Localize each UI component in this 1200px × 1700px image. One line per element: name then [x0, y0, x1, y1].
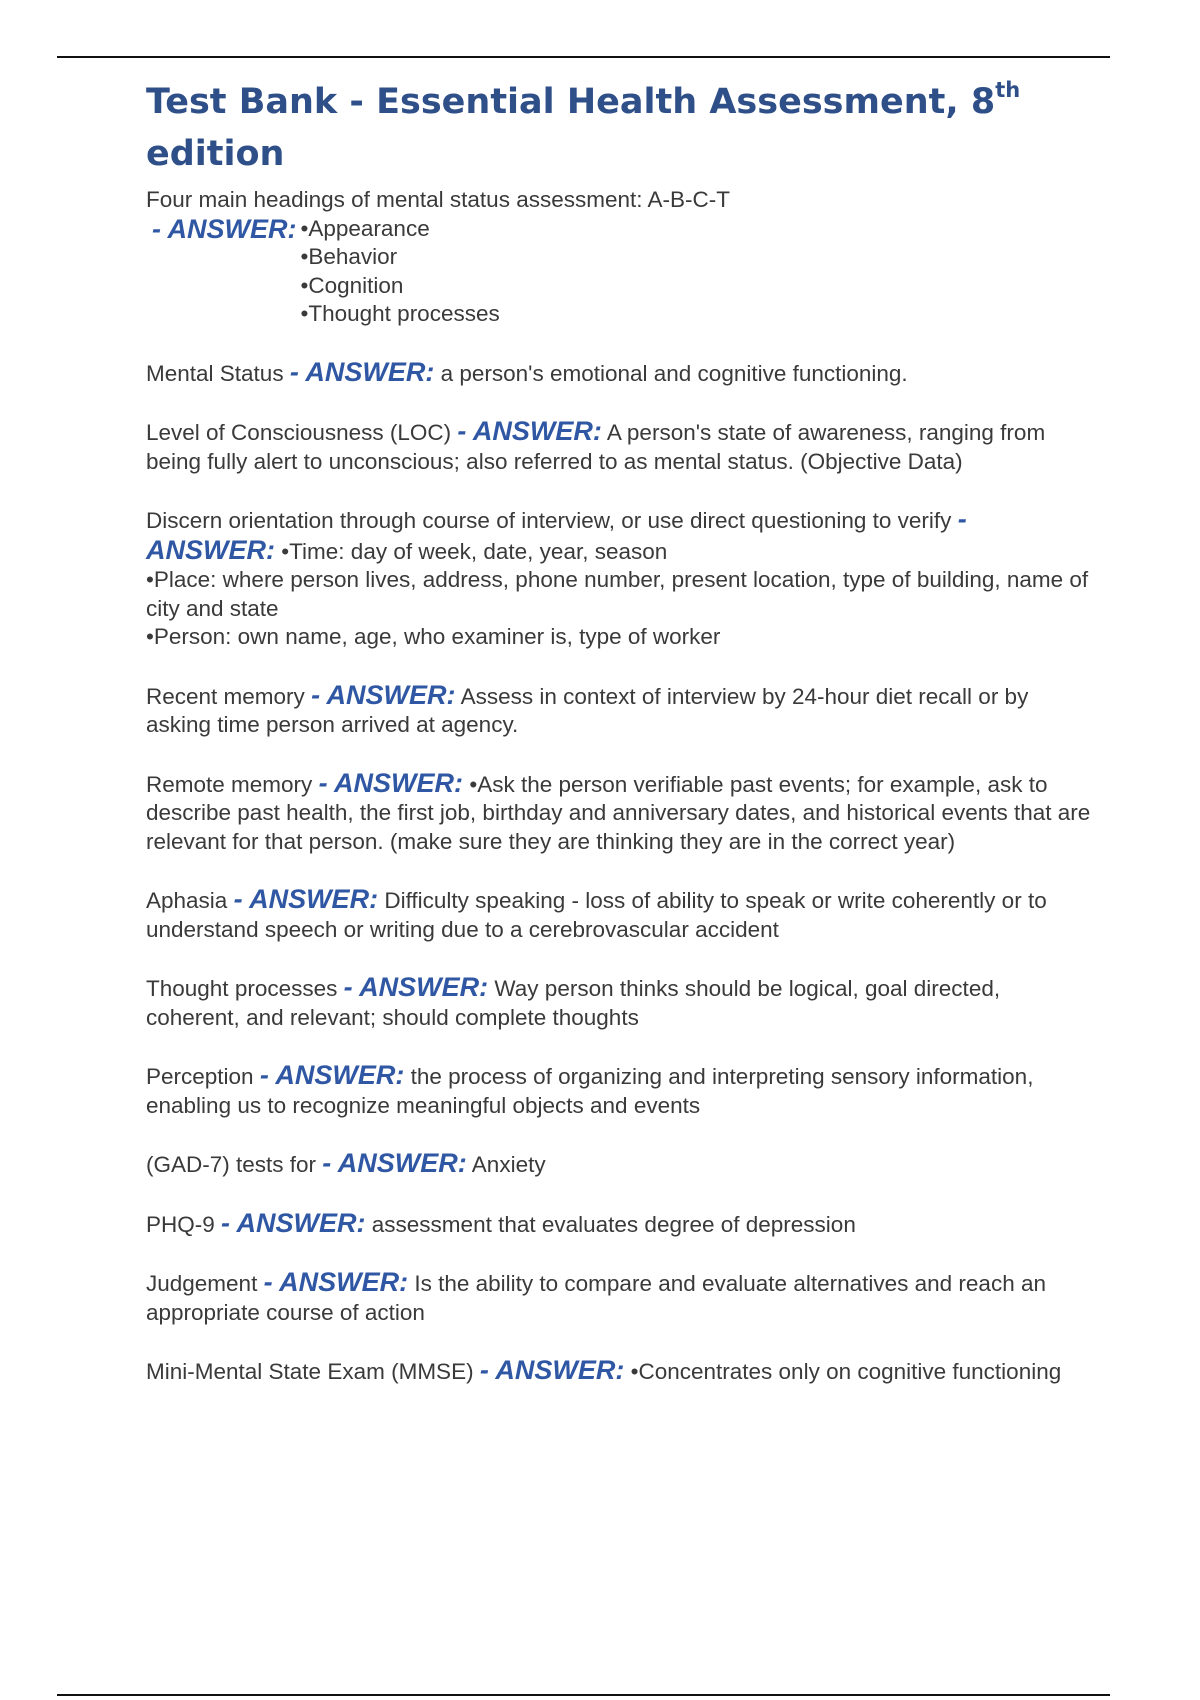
qa-card [146, 417, 1096, 476]
question-text: Aphasia [146, 888, 228, 913]
answer-text: •Concentrates only on cognitive functioning [630, 1359, 1062, 1384]
qa-card-mental-status-headings [146, 186, 1096, 329]
answer-line: •Person: own name, age, who examiner is, type of worker [146, 624, 721, 649]
question-text: Recent memory [146, 683, 305, 709]
answer-marker: - ANSWER: [233, 884, 379, 914]
answer-text: •Ask the person verifiable past events; for example, ask to describe past health, the first job, birthday and anniversary dates, and historical events that are relevant for that person. (make sure they are thinking they are in the correct year) [146, 771, 1091, 854]
question-text: (GAD-7) tests for [146, 1152, 317, 1177]
answer-marker: - ANSWER: [146, 504, 967, 565]
answer-text: assessment that evaluates degree of depression [371, 1211, 856, 1237]
answer-marker: - ANSWER: [221, 1207, 366, 1238]
question-text: Mental Status [146, 360, 284, 386]
list-item: •Thought processes [300, 301, 500, 326]
answer-text: Anxiety [471, 1152, 546, 1177]
question-text: Judgement [146, 1271, 258, 1296]
answer-marker: - ANSWER: [263, 1267, 409, 1297]
qa-card [146, 1209, 1096, 1240]
answer-marker: - ANSWER: [311, 679, 456, 710]
qa-card [146, 358, 1096, 389]
answer-text: A person's state of awareness, ranging from being fully alert to unconscious; also referred to as mental status. (Objective Data) [146, 420, 1046, 474]
document-body [146, 76, 1096, 1416]
answer-marker: - ANSWER: [479, 1355, 625, 1385]
answer-marker: - ANSWER: [457, 416, 602, 446]
question-text: Mini-Mental State Exam (MMSE) [146, 1359, 474, 1384]
question-text: Thought processes [146, 976, 338, 1001]
answer-block [152, 215, 1096, 329]
question-text: Four main headings of mental status assessment: A-B-C-T [146, 187, 730, 212]
answer-text: Difficulty speaking - loss of ability to speak or write coherently or to understand speech or writing due to a cerebrovascular accident [146, 888, 1047, 942]
qa-card [146, 681, 1096, 740]
qa-card [146, 885, 1096, 944]
qa-card [146, 1061, 1096, 1120]
qa-card [146, 1149, 1096, 1180]
qa-card [146, 769, 1096, 857]
answer-marker: - ANSWER: [343, 972, 489, 1002]
qa-card [146, 505, 1096, 652]
list-item: •Behavior [300, 244, 398, 269]
question-text: Level of Consciousness (LOC) [146, 420, 452, 445]
answer-text: Assess in context of interview by 24-hour diet recall or by asking time person arrived at agency. [146, 683, 1029, 737]
list-item: •Cognition [300, 272, 404, 298]
qa-card [146, 973, 1096, 1032]
top-rule [57, 56, 1110, 58]
answer-list [300, 215, 499, 329]
answer-marker: - ANSWER: [259, 1060, 405, 1090]
answer-line: •Place: where person lives, address, phone number, present location, type of building, name of city and state [146, 567, 1089, 621]
answer-marker: - ANSWER: [152, 213, 297, 244]
answer-text: Is the ability to compare and evaluate alternatives and reach an appropriate course of action [146, 1271, 1046, 1325]
answer-marker: - ANSWER: [318, 767, 464, 798]
answer-marker: - ANSWER: [289, 356, 435, 387]
question-text: Discern orientation through course of interview, or use direct questioning to verify [146, 508, 952, 533]
answer-text: •Time: day of week, date, year, season [281, 538, 668, 564]
list-item: •Appearance [300, 215, 430, 241]
question-text: Perception [146, 1064, 254, 1089]
answer-text: Way person thinks should be logical, goal directed, coherent, and relevant; should complete thoughts [146, 976, 1001, 1030]
bottom-rule [57, 1694, 1110, 1696]
answer-marker: - ANSWER: [322, 1148, 467, 1178]
answer-text: the process of organizing and interpreting sensory information, enabling us to recognize meaningful objects and events [146, 1064, 1034, 1118]
question-text: PHQ-9 [146, 1211, 215, 1237]
answer-text: a person's emotional and cognitive functioning. [440, 360, 908, 386]
question-text: Remote memory [146, 771, 313, 797]
document-title: Test Bank - Essential Health Assessment, 8th edition [146, 78, 1021, 174]
qa-card [146, 1356, 1096, 1387]
qa-card [146, 1268, 1096, 1327]
